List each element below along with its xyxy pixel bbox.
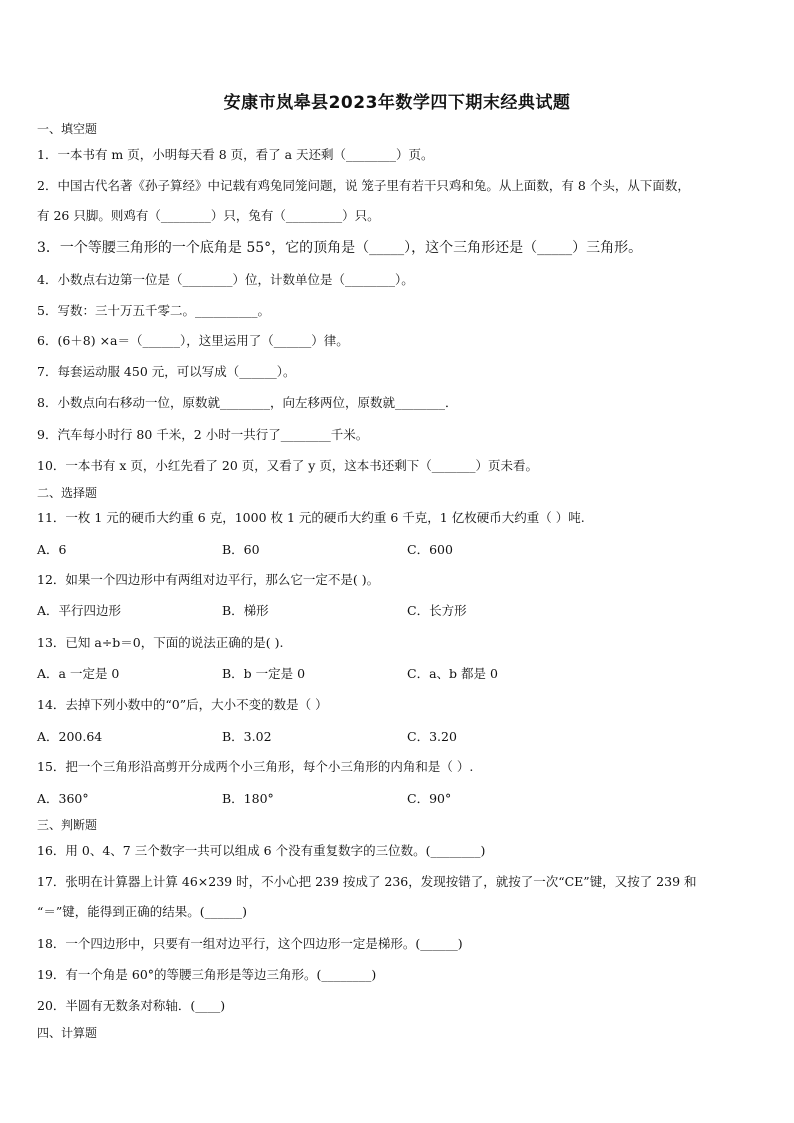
- question-15: 15．把一个三角形沿高剪开分成两个小三角形，每个小三角形的内角和是（ ）.: [37, 759, 474, 774]
- question-13-option-b: B．b 一定是 0: [222, 666, 306, 681]
- question-14-option-a: A．200.64: [37, 729, 103, 744]
- question-17-line-1: 17．张明在计算器上计算 46×239 时，不小心把 239 按成了 236，发现按错了，就按了一次“CE”键，又按了 239 和: [37, 874, 697, 889]
- question-15-option-c: C．90°: [407, 791, 452, 806]
- question-9: 9．汽车每小时行 80 千米，2 小时一共行了________千米。: [37, 427, 369, 442]
- question-5: 5．写数：三十万五千零二。__________。: [37, 303, 270, 318]
- question-13-option-c: C．a、b 都是 0: [407, 666, 498, 681]
- question-12-option-b: B．梯形: [222, 603, 269, 618]
- question-12-option-a: A．平行四边形: [37, 603, 122, 618]
- question-1: 1．一本书有 m 页，小明每天看 8 页，看了 a 天还剩（________）页。: [37, 147, 434, 162]
- question-2-line-1: 2．中国古代名著《孙子算经》中记载有鸡兔同笼问题，说 笼子里有若干只鸡和兔。从上面数，有 8 个头，从下面数，: [37, 178, 690, 193]
- question-15-option-b: B．180°: [222, 791, 274, 806]
- question-11-option-b: B．60: [222, 542, 260, 557]
- question-19: 19．有一个角是 60°的等腰三角形是等边三角形。(________): [37, 967, 377, 982]
- section-heading-calculation: 四、计算题: [37, 1026, 98, 1040]
- question-10: 10．一本书有 x 页，小红先看了 20 页，又看了 y 页，这本书还剩下（_______）页未看。: [37, 458, 539, 473]
- question-17-line-2: “＝”键，能得到正确的结果。(______): [37, 904, 248, 919]
- section-heading-true-false: 三、判断题: [37, 818, 98, 832]
- question-8: 8．小数点向右移动一位，原数就________，向左移两位，原数就________．: [37, 395, 458, 410]
- question-14: 14．去掉下列小数中的“0”后，大小不变的数是（ ）: [37, 697, 328, 712]
- question-13-option-a: A．a 一定是 0: [37, 666, 120, 681]
- question-20: 20．半圆有无数条对称轴．(____): [37, 998, 226, 1013]
- question-6: 6．(6＋8) ×a＝（______），这里运用了（______）律。: [37, 333, 349, 348]
- question-18: 18．一个四边形中，只要有一组对边平行，这个四边形一定是梯形。(______): [37, 936, 463, 951]
- question-11: 11．一枚 1 元的硬币大约重 6 克，1000 枚 1 元的硬币大约重 6 千克，1 亿枚硬币大约重（ ）吨.: [37, 510, 585, 525]
- question-12: 12．如果一个四边形中有两组对边平行，那么它一定不是( )。: [37, 572, 380, 587]
- question-3: 3．一个等腰三角形的一个底角是 55°，它的顶角是（_____），这个三角形还是（_____）三角形。: [37, 240, 643, 256]
- section-heading-multiple-choice: 二、选择题: [37, 486, 98, 500]
- question-16: 16．用 0、4、7 三个数字一共可以组成 6 个没有重复数字的三位数。(________): [37, 843, 486, 858]
- question-12-option-c: C．长方形: [407, 603, 467, 618]
- question-15-option-a: A．360°: [37, 791, 89, 806]
- question-7: 7．每套运动服 450 元，可以写成（______）。: [37, 364, 296, 379]
- question-11-option-a: A．6: [37, 542, 67, 557]
- question-13: 13．已知 a÷b＝0，下面的说法正确的是( ).: [37, 635, 284, 650]
- question-14-option-b: B．3.02: [222, 729, 272, 744]
- question-2-line-2: 有 26 只脚。则鸡有（________）只，兔有（_________）只。: [37, 208, 380, 223]
- page-title: 安康市岚皋县2023年数学四下期末经典试题: [223, 93, 571, 113]
- question-4: 4．小数点右边第一位是（________）位，计数单位是（________）。: [37, 272, 414, 287]
- question-14-option-c: C．3.20: [407, 729, 457, 744]
- section-heading-fill-blank: 一、填空题: [37, 122, 98, 136]
- question-11-option-c: C．600: [407, 542, 453, 557]
